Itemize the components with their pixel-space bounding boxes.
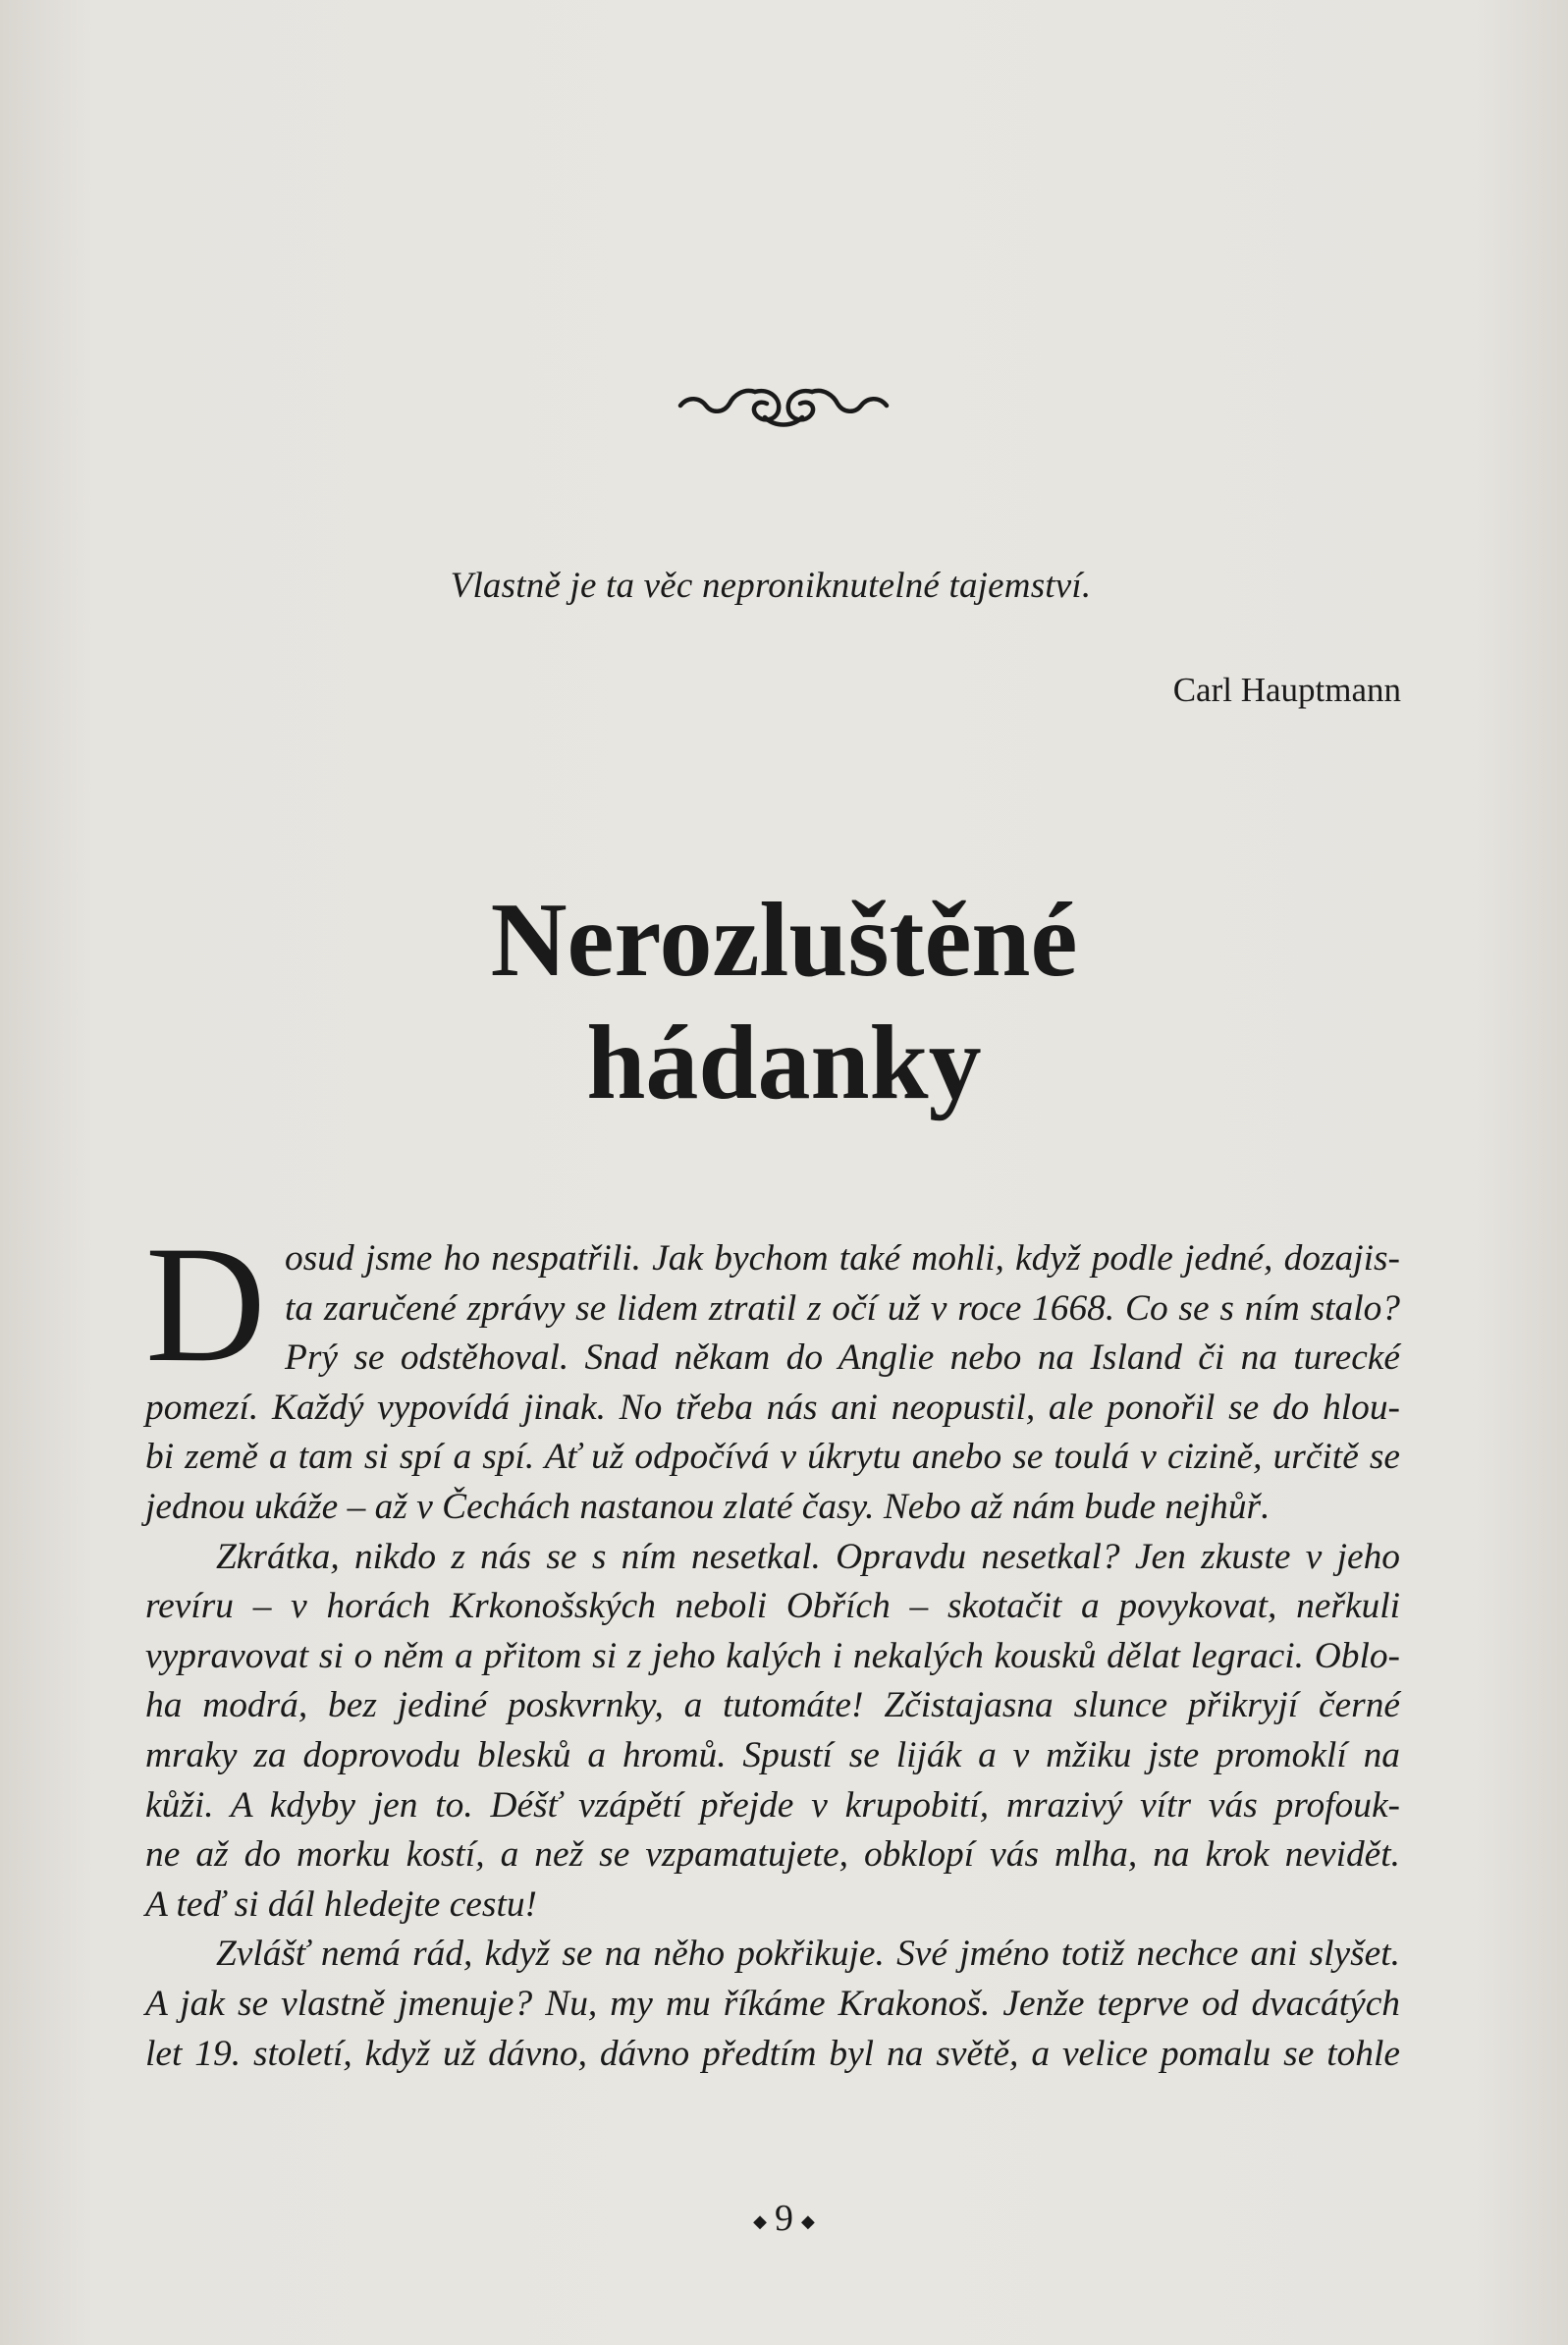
drop-cap: D (145, 1212, 266, 1396)
scroll-flourish-icon (671, 368, 896, 437)
text-line: jednou ukáže – až v Čechách nastanou zlaté časy. Nebo až nám bude nejhůř. (145, 1486, 1271, 1527)
text-line: Zkrátka, nikdo z nás se s ním nesetkal. Opravdu nesetkal? Jen zkuste v jeho (216, 1536, 1400, 1577)
diamond-icon: ◆ (801, 2210, 815, 2231)
chapter-title-line-2: hádanky (586, 1005, 982, 1121)
chapter-title (147, 879, 1421, 1124)
first-paragraph (145, 1212, 1400, 1533)
text-line: pomezí. Každý vypovídá jinak. No třeba nás ani neopustil, ale ponořil se do hlou- (145, 1387, 1400, 1428)
body-text (145, 1212, 1400, 2079)
second-paragraph (145, 1533, 1400, 1931)
text-line: Prý se odstěhoval. Snad někam do Anglie nebo na Island či na turecké (285, 1337, 1400, 1379)
text-line: kůži. A kdyby jen to. Déšť vzápětí přejde v krupobití, mrazivý vítr vás profouk- (145, 1784, 1400, 1826)
text-line: ta zaručené zprávy se lidem ztratil z očí už v roce 1668. Co se s ním stalo? (285, 1287, 1400, 1329)
text-line: Zvlášť nemá rád, když se na něho pokřikuje. Své jméno totiž nechce ani slyšet. (216, 1934, 1400, 1975)
text-line: ne až do morku kostí, a než se vzpamatujete, obklopí vás mlha, na krok nevidět. (145, 1834, 1400, 1876)
chapter-title-line-1: Nerozluštěné (490, 882, 1078, 999)
text-line: A jak se vlastně jmenuje? Nu, my mu říkáme Krakonoš. Jenže teprve od dvacátých (145, 1983, 1400, 2024)
text-line: A teď si dál hledejte cestu! (145, 1883, 537, 1925)
text-line: vypravovat si o něm a přitom si z jeho kalých i nekalých kousků dělat legraci. Oblo- (145, 1635, 1400, 1676)
text-line: revíru – v horách Krkonošských neboli Obřích – skotačit a povykovat, neřkuli (145, 1586, 1400, 1627)
text-line: mraky za doprovodu blesků a hromů. Spustí se liják a v mžiku jste promoklí na (145, 1734, 1400, 1775)
epigraph-quote: Vlastně je ta věc neproniknutelné tajemství. (450, 566, 1092, 606)
diamond-icon: ◆ (753, 2210, 767, 2231)
text-line: bi země a tam si spí a spí. Ať už odpočívá v úkrytu anebo se toulá v cizině, určitě se (145, 1437, 1400, 1478)
page-number (0, 2197, 1568, 2240)
epigraph-author: Carl Hauptmann (1172, 671, 1401, 709)
text-line: osud jsme ho nespatřili. Jak bychom také mohli, když podle jedné, dozajis- (285, 1238, 1400, 1279)
text-line: let 19. století, když už dávno, dávno předtím byl na světě, a velice pomalu se tohle (145, 2033, 1400, 2074)
page-number-value: 9 (775, 2198, 793, 2239)
third-paragraph (145, 1930, 1400, 2079)
text-line: ha modrá, bez jediné poskvrnky, a tutomáte! Zčistajasna slunce přikryjí černé (145, 1685, 1400, 1726)
